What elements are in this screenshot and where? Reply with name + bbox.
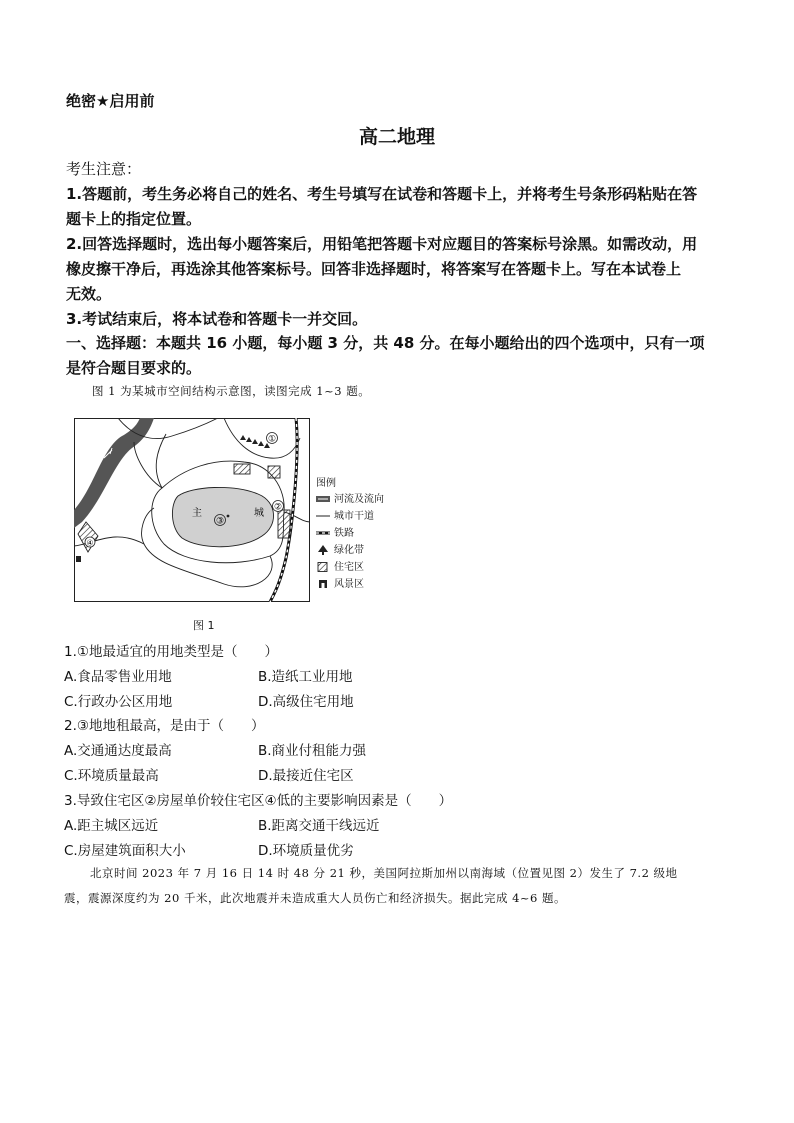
notice-heading: 考生注意： [66,160,142,178]
question-2-option-a: A.交通通达度最高 [64,743,172,759]
question-1-option-c: C.行政办公区用地 [64,694,173,710]
question-3-stem: 3.导致住宅区②房屋单价较住宅区④低的主要影响因素是（ ） [64,793,453,809]
legend-item-river [316,490,384,505]
hatch-legend-icon [316,562,330,572]
notice-item-3: 3.考试结束后，将本试卷和答题卡一并交回。 [66,310,368,328]
legend-label-scenic: 风景区 [334,579,364,590]
legend-item-residential [316,558,364,573]
question-3-option-d: D.环境质量优劣 [258,843,354,859]
question-3-option-b: B.距离交通干线远近 [258,818,380,834]
legend-title: 图例 [316,478,336,489]
marker-3: ③ [215,516,225,527]
scenic-legend-icon [316,579,330,589]
scenic-area-icon [76,556,81,562]
legend-label-railway: 铁路 [334,528,354,539]
section-heading-line-2: 是符合题目要求的。 [66,359,202,377]
railway-legend-icon [316,529,330,537]
tree-legend-icon [316,545,330,555]
marker-2: ② [273,502,283,513]
figure1-caption: 图 1 [193,619,215,632]
city-label-right: 城 [254,508,264,519]
legend-label-residential: 住宅区 [334,562,364,573]
notice-item-2-line-3: 无效。 [66,285,112,303]
page-title: 高二地理 [358,126,435,148]
question-1-stem: 1.①地最适宜的用地类型是（ ） [64,644,278,660]
legend-item-road [316,507,374,522]
question-2-stem: 2.③地地租最高，是由于（ ） [64,718,265,734]
notice-item-2-line-2: 橡皮擦干净后，再选涂其他答案标号。回答非选择题时，将答案写在答题卡上。写在本试卷上 [66,260,682,278]
legend-label-green-belt: 绿化带 [334,545,364,556]
confidential-label: 绝密★启用前 [66,92,155,110]
marker-1: ① [267,434,277,445]
notice-item-2-line-1: 2.回答选择题时，选出每小题答案后，用铅笔把答题卡对应题目的答案标号涂黑。如需改动，用 [66,235,698,253]
legend-label-road: 城市干道 [334,511,374,522]
river-legend-icon [316,495,330,503]
section-heading-line-1: 一、选择题：本题共 16 小题，每小题 3 分，共 48 分。在每小题给出的四个选项中，只有一项 [66,334,705,352]
figure1-map [74,418,310,602]
question-1-option-b: B.造纸工业用地 [258,669,353,685]
passage2-line-2: 震，震源深度约为 20 千米，此次地震并未造成重大人员伤亡和经济损失。据此完成 4~6 题。 [64,891,567,905]
road-legend-icon [316,512,330,520]
marker-4: ④ [86,538,94,548]
question-2-option-c: C.环境质量最高 [64,768,159,784]
legend-item-scenic [316,575,364,590]
figure1-legend [316,474,436,594]
city-label-left: 主 [192,508,202,519]
legend-item-green-belt [316,541,364,556]
question-2-option-b: B.商业付租能力强 [258,743,367,759]
residential-area-2 [278,510,290,538]
residential-area-north-b [268,466,280,478]
passage2-line-1: 北京时间 2023 年 7 月 16 日 14 时 48 分 21 秒，美国阿拉斯加州以南海域（位置见图 2）发生了 7.2 级地 [90,866,678,880]
question-3-option-c: C.房屋建筑面积大小 [64,843,186,859]
legend-item-railway [316,524,354,539]
question-1-option-a: A.食品零售业用地 [64,669,172,685]
question-1-option-d: D.高级住宅用地 [258,694,354,710]
legend-label-river: 河流及流向 [334,494,384,505]
figure1-intro: 图 1 为某城市空间结构示意图，读图完成 1~3 题。 [92,384,371,398]
question-3-option-a: A.距主城区远近 [64,818,159,834]
question-2-option-d: D.最接近住宅区 [258,768,354,784]
residential-area-north-a [234,464,250,474]
notice-item-1-line-2: 题卡上的指定位置。 [66,210,202,228]
notice-item-1-line-1: 1.答题前，考生务必将自己的姓名、考生号填写在试卷和答题卡上，并将考生号条形码粘贴在答 [66,185,698,203]
